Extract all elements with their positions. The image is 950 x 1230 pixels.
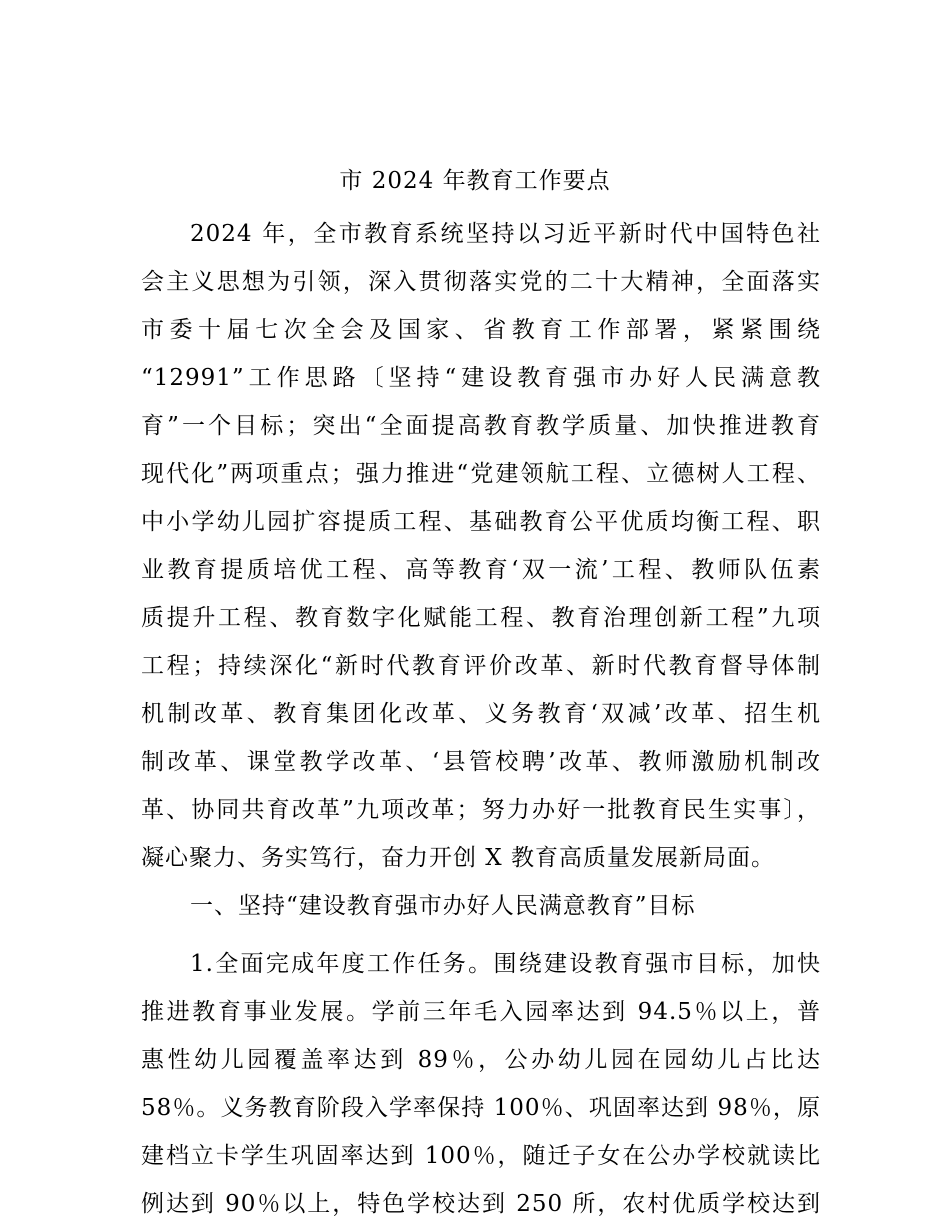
text-line: 会主义思想为引领，深入贯彻落实党的二十大精神，全面落实 [141, 269, 821, 295]
document-body [141, 210, 821, 1228]
paragraph-intro [141, 210, 821, 882]
document-title: 市 2024 年教育工作要点 [339, 168, 611, 194]
text-line: “12991”工作思路〔坚持“建设教育强市办好人民满意教 [141, 365, 821, 391]
text-line: 惠性幼儿园覆盖率达到 89％，公办幼儿园在园幼儿占比达 [141, 1047, 821, 1073]
section-heading: 一、坚持“建设教育强市办好人民满意教育”目标 [190, 893, 696, 919]
text-line: 建档立卡学生巩固率达到 100％，随迁子女在公办学校就读比 [141, 1143, 821, 1169]
text-line: 现代化”两项重点；强力推进“党建领航工程、立德树人工程、 [141, 461, 821, 487]
text-line: 质提升工程、教育数字化赋能工程、教育治理创新工程”九项 [141, 605, 821, 631]
text-line: 市委十届七次全会及国家、省教育工作部署，紧紧围绕 [141, 317, 821, 343]
text-line: 育”一个目标；突出“全面提高教育教学质量、加快推进教育 [141, 413, 821, 439]
text-line: 革、协同共育改革”九项改革；努力办好一批教育民生实事〕， [141, 797, 821, 823]
text-line: 2024 年，全市教育系统坚持以习近平新时代中国特色社 [190, 221, 821, 247]
spacer [141, 930, 821, 940]
paragraph-item-1 [141, 940, 821, 1228]
text-line: 制改革、课堂教学改革、‘县管校聘’改革、教师激励机制改 [141, 749, 821, 775]
text-line: 凝心聚力、务实笃行，奋力开创 X 教育高质量发展新局面。 [141, 845, 775, 871]
text-line: 推进教育事业发展。学前三年毛入园率达到 94.5％以上，普 [141, 999, 821, 1025]
text-line: 中小学幼儿园扩容提质工程、基础教育公平优质均衡工程、职 [141, 509, 821, 535]
text-line: 工程；持续深化“新时代教育评价改革、新时代教育督导体制 [141, 653, 821, 679]
text-line: 机制改革、教育集团化改革、义务教育‘双减’改革、招生机 [141, 701, 821, 727]
text-line: 58％。义务教育阶段入学率保持 100％、巩固率达到 98％，原 [141, 1095, 821, 1121]
text-line: 业教育提质培优工程、高等教育‘双一流’工程、教师队伍素 [141, 557, 821, 583]
text-line: 例达到 90％以上，特色学校达到 250 所，农村优质学校达到 [141, 1191, 821, 1217]
text-line: 1.全面完成年度工作任务。围绕建设教育强市目标，加快 [190, 951, 821, 977]
